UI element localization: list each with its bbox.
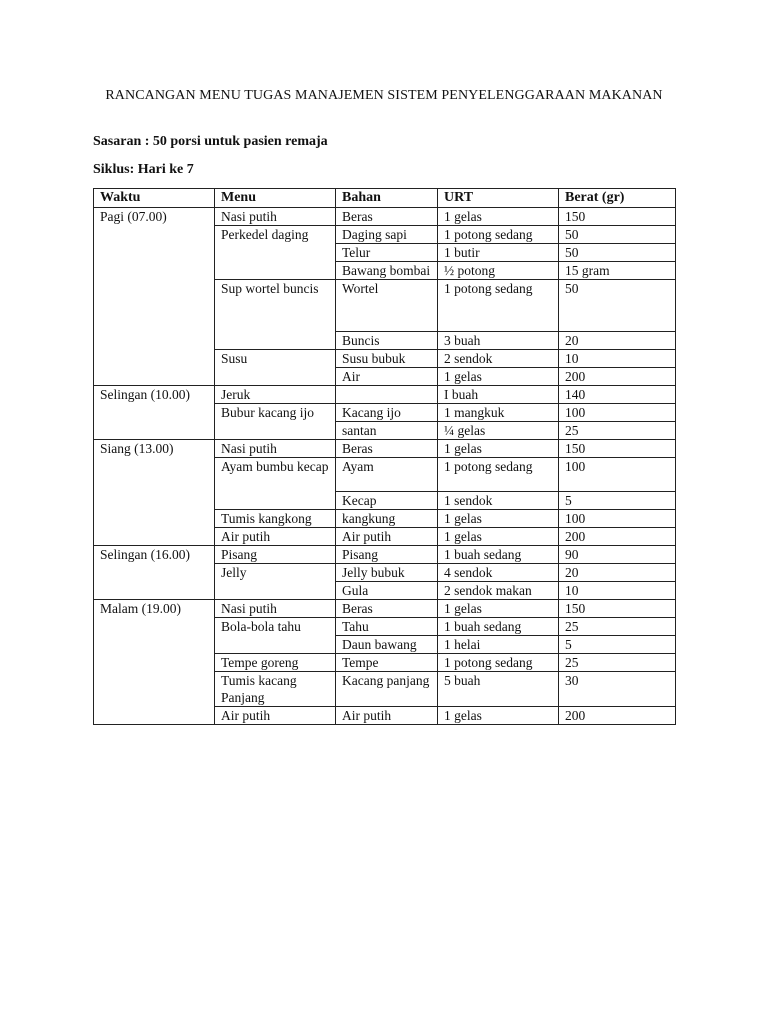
urt-cell: 1 mangkuk bbox=[438, 404, 559, 422]
bahan-cell: Gula bbox=[336, 582, 438, 600]
urt-cell: 1 gelas bbox=[438, 368, 559, 386]
menu-cell: Tumis kangkong bbox=[215, 510, 336, 528]
berat-cell: 20 bbox=[559, 564, 676, 582]
waktu-cell: Malam (19.00) bbox=[94, 600, 215, 725]
table-row bbox=[94, 208, 676, 226]
berat-cell: 140 bbox=[559, 386, 676, 404]
table-header-row bbox=[94, 189, 676, 208]
berat-cell: 150 bbox=[559, 600, 676, 618]
bahan-cell: Kecap bbox=[336, 492, 438, 510]
berat-cell: 100 bbox=[559, 458, 676, 492]
table-row bbox=[94, 386, 676, 404]
bahan-cell: Buncis bbox=[336, 332, 438, 350]
menu-cell: Susu bbox=[215, 350, 336, 386]
urt-cell: 1 potong sedang bbox=[438, 280, 559, 332]
menu-cell: Air putih bbox=[215, 707, 336, 725]
target-line: Sasaran : 50 porsi untuk pasien remaja bbox=[93, 134, 328, 149]
menu-cell: Sup wortel buncis bbox=[215, 280, 336, 350]
bahan-cell: Kacang ijo bbox=[336, 404, 438, 422]
menu-cell: Jelly bbox=[215, 564, 336, 600]
bahan-cell: Tempe bbox=[336, 654, 438, 672]
urt-cell: 1 potong sedang bbox=[438, 654, 559, 672]
menu-cell: Bubur kacang ijo bbox=[215, 404, 336, 440]
bahan-cell bbox=[336, 386, 438, 404]
bahan-cell: Susu bubuk bbox=[336, 350, 438, 368]
header-urt: URT bbox=[438, 189, 559, 208]
urt-cell: ¼ gelas bbox=[438, 422, 559, 440]
berat-cell: 50 bbox=[559, 226, 676, 244]
bahan-cell: Kacang panjang bbox=[336, 672, 438, 707]
menu-cell: Tempe goreng bbox=[215, 654, 336, 672]
bahan-cell: Beras bbox=[336, 440, 438, 458]
bahan-cell: Pisang bbox=[336, 546, 438, 564]
urt-cell: 1 buah sedang bbox=[438, 618, 559, 636]
header-waktu: Waktu bbox=[94, 189, 215, 208]
bahan-cell: kangkung bbox=[336, 510, 438, 528]
header-berat: Berat (gr) bbox=[559, 189, 676, 208]
bahan-cell: Telur bbox=[336, 244, 438, 262]
waktu-cell: Pagi (07.00) bbox=[94, 208, 215, 386]
urt-cell: 1 gelas bbox=[438, 528, 559, 546]
menu-cell: Ayam bumbu kecap bbox=[215, 458, 336, 510]
bahan-cell: Bawang bombai bbox=[336, 262, 438, 280]
berat-cell: 25 bbox=[559, 618, 676, 636]
berat-cell: 30 bbox=[559, 672, 676, 707]
berat-cell: 15 gram bbox=[559, 262, 676, 280]
header-menu: Menu bbox=[215, 189, 336, 208]
berat-cell: 150 bbox=[559, 440, 676, 458]
urt-cell: 1 gelas bbox=[438, 707, 559, 725]
urt-cell: 4 sendok bbox=[438, 564, 559, 582]
berat-cell: 200 bbox=[559, 707, 676, 725]
urt-cell: 3 buah bbox=[438, 332, 559, 350]
menu-cell: Bola-bola tahu bbox=[215, 618, 336, 654]
menu-cell: Jeruk bbox=[215, 386, 336, 404]
urt-cell: 2 sendok bbox=[438, 350, 559, 368]
waktu-cell: Siang (13.00) bbox=[94, 440, 215, 546]
document-title: RANCANGAN MENU TUGAS MANAJEMEN SISTEM PENYELENGGARAAN MAKANAN bbox=[105, 88, 663, 103]
menu-cell: Tumis kacang Panjang bbox=[215, 672, 336, 707]
menu-cell: Nasi putih bbox=[215, 208, 336, 226]
bahan-cell: Beras bbox=[336, 208, 438, 226]
berat-cell: 50 bbox=[559, 244, 676, 262]
bahan-cell: Tahu bbox=[336, 618, 438, 636]
urt-cell: 1 potong sedang bbox=[438, 458, 559, 492]
berat-cell: 25 bbox=[559, 422, 676, 440]
bahan-cell: Air putih bbox=[336, 528, 438, 546]
menu-cell: Perkedel daging bbox=[215, 226, 336, 280]
bahan-cell: Beras bbox=[336, 600, 438, 618]
urt-cell: 1 buah sedang bbox=[438, 546, 559, 564]
berat-cell: 100 bbox=[559, 510, 676, 528]
urt-cell: 5 buah bbox=[438, 672, 559, 707]
urt-cell: ½ potong bbox=[438, 262, 559, 280]
bahan-cell: Air bbox=[336, 368, 438, 386]
urt-cell: 1 potong sedang bbox=[438, 226, 559, 244]
table-row bbox=[94, 600, 676, 618]
berat-cell: 10 bbox=[559, 350, 676, 368]
berat-cell: 50 bbox=[559, 280, 676, 332]
urt-cell: 1 butir bbox=[438, 244, 559, 262]
urt-cell: 1 helai bbox=[438, 636, 559, 654]
bahan-cell: Ayam bbox=[336, 458, 438, 492]
berat-cell: 5 bbox=[559, 636, 676, 654]
urt-cell: 1 gelas bbox=[438, 510, 559, 528]
menu-cell: Pisang bbox=[215, 546, 336, 564]
bahan-cell: Daun bawang bbox=[336, 636, 438, 654]
berat-cell: 10 bbox=[559, 582, 676, 600]
menu-cell: Air putih bbox=[215, 528, 336, 546]
bahan-cell: Air putih bbox=[336, 707, 438, 725]
table-row bbox=[94, 546, 676, 564]
urt-cell: 1 gelas bbox=[438, 600, 559, 618]
berat-cell: 200 bbox=[559, 368, 676, 386]
waktu-cell: Selingan (10.00) bbox=[94, 386, 215, 440]
menu-table bbox=[93, 188, 676, 725]
berat-cell: 20 bbox=[559, 332, 676, 350]
urt-cell: 1 sendok bbox=[438, 492, 559, 510]
urt-cell: I buah bbox=[438, 386, 559, 404]
berat-cell: 150 bbox=[559, 208, 676, 226]
bahan-cell: santan bbox=[336, 422, 438, 440]
bahan-cell: Daging sapi bbox=[336, 226, 438, 244]
bahan-cell: Wortel bbox=[336, 280, 438, 332]
bahan-cell: Jelly bubuk bbox=[336, 564, 438, 582]
berat-cell: 25 bbox=[559, 654, 676, 672]
urt-cell: 2 sendok makan bbox=[438, 582, 559, 600]
table-row bbox=[94, 440, 676, 458]
menu-cell: Nasi putih bbox=[215, 440, 336, 458]
berat-cell: 100 bbox=[559, 404, 676, 422]
waktu-cell: Selingan (16.00) bbox=[94, 546, 215, 600]
berat-cell: 90 bbox=[559, 546, 676, 564]
cycle-line: Siklus: Hari ke 7 bbox=[93, 162, 194, 177]
berat-cell: 5 bbox=[559, 492, 676, 510]
berat-cell: 200 bbox=[559, 528, 676, 546]
menu-cell: Nasi putih bbox=[215, 600, 336, 618]
urt-cell: 1 gelas bbox=[438, 440, 559, 458]
header-bahan: Bahan bbox=[336, 189, 438, 208]
urt-cell: 1 gelas bbox=[438, 208, 559, 226]
